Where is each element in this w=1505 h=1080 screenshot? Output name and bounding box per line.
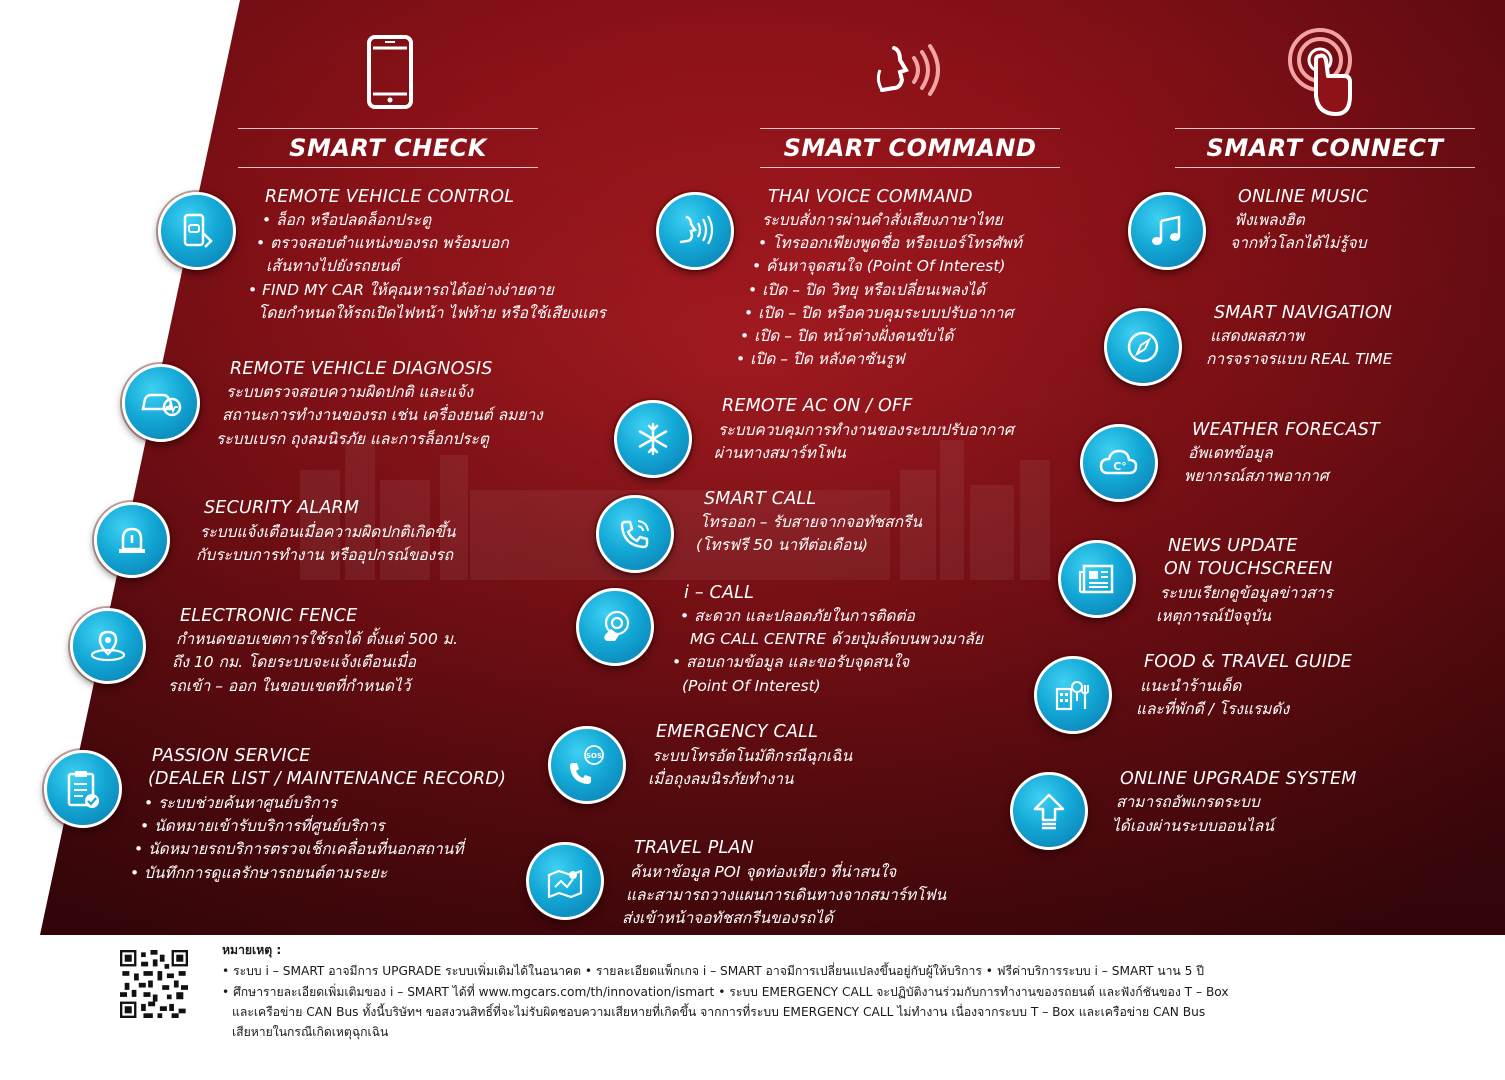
feature-icon-emergency-call bbox=[548, 726, 626, 804]
sos-label: SOS bbox=[585, 752, 603, 760]
feature-text: กำหนดขอบเขตการใช้รถได้ ตั้งแต่ 500 ม. bbox=[176, 630, 458, 648]
feature-text: ได้เองผ่านระบบออนไลน์ bbox=[1112, 817, 1274, 835]
note-line: และเครือข่าย CAN Bus ทั้งนี้บริษัทฯ ขอสงวนสิทธิ์ที่จะไม่รับผิดชอบความเสียหายที่เกิดขึ้น จากการที่ระบบ EMERGENCY CALL ไม่ทำงาน เนื่องจากระบบ T – Box และเครือข่าย CAN Bus bbox=[232, 1005, 1206, 1019]
feature-title-smart-call: SMART CALL bbox=[704, 489, 817, 509]
feature-text: พยากรณ์สภาพอากาศ bbox=[1184, 467, 1329, 485]
feature-icon-weather-forecast bbox=[1080, 424, 1158, 502]
alarm-light-icon bbox=[115, 523, 149, 557]
feature-text: • เปิด – ปิด วิทยุ หรือเปลี่ยนเพลงได้ bbox=[748, 281, 986, 299]
feature-text: • ล็อก หรือปลดล็อกประตู bbox=[262, 211, 432, 229]
feature-text: ส่งเข้าหน้าจอทัชสกรีนของรถได้ bbox=[622, 909, 834, 927]
feature-text: สามารถอัพเกรดระบบ bbox=[1116, 793, 1260, 811]
snowflake-icon bbox=[635, 421, 671, 457]
feature-text: การจราจรแบบ REAL TIME bbox=[1206, 350, 1393, 368]
feature-icon-thai-voice-command bbox=[656, 192, 734, 270]
feature-text: รถเข้า – ออก ในขอบเขตที่กำหนดไว้ bbox=[168, 677, 411, 695]
feature-text: ระบบควบคุมการทำงานของระบบปรับอากาศ bbox=[718, 421, 1014, 439]
feature-title-remote-vehicle-diagnosis: REMOTE VEHICLE DIAGNOSIS bbox=[230, 359, 493, 379]
feature-text: และที่พักดี / โรงแรมดัง bbox=[1136, 700, 1290, 718]
feature-text: กับระบบการทำงาน หรืออุปกรณ์ของรถ bbox=[196, 546, 453, 564]
feature-title-security-alarm: SECURITY ALARM bbox=[204, 498, 360, 518]
phone-car-icon bbox=[177, 211, 217, 251]
feature-icon-i-call bbox=[576, 588, 654, 666]
heading-top-rule-connect bbox=[1175, 128, 1475, 129]
feature-text: ถึง 10 กม. โดยระบบจะแจ้งเตือนเมื่อ bbox=[172, 653, 416, 671]
feature-subtitle-passion-service: (DEALER LIST / MAINTENANCE RECORD) bbox=[148, 769, 507, 789]
heading-bottom-rule-connect bbox=[1175, 167, 1475, 168]
clipboard-check-icon bbox=[65, 769, 101, 809]
feature-text: ระบบเบรก ถุงลมนิรภัย และการล็อกประตู bbox=[216, 430, 489, 448]
phone-call-icon bbox=[617, 516, 653, 552]
feature-icon-travel-plan bbox=[526, 842, 604, 920]
music-note-icon bbox=[1149, 213, 1185, 249]
weather-cloud-icon bbox=[1098, 445, 1140, 481]
feature-title-weather-forecast: WEATHER FORECAST bbox=[1192, 420, 1380, 440]
heading-smart-connect: SMART CONNECT bbox=[1206, 134, 1444, 162]
feature-text: ผ่านทางสมาร์ทโฟน bbox=[714, 444, 846, 462]
feature-icon-smart-navigation bbox=[1104, 308, 1182, 386]
feature-title-i-call: i – CALL bbox=[684, 583, 755, 603]
feature-text: MG CALL CENTRE ด้วยปุ่มลัดบนพวงมาลัย bbox=[690, 630, 984, 648]
feature-text: ฟังเพลงฮิต bbox=[1234, 211, 1305, 229]
feature-text: แสดงผลสภาพ bbox=[1210, 327, 1305, 345]
feature-icon-passion-service bbox=[44, 750, 122, 828]
feature-text: • ตรวจสอบตำแหน่งของรถ พร้อมบอก bbox=[256, 234, 509, 252]
feature-title-online-upgrade: ONLINE UPGRADE SYSTEM bbox=[1120, 769, 1357, 789]
feature-title-passion-service: PASSION SERVICE bbox=[152, 746, 311, 766]
feature-text: เมื่อถุงลมนิรภัยทำงาน bbox=[648, 770, 794, 788]
feature-subtitle-news-update: ON TOUCHSCREEN bbox=[1164, 559, 1333, 579]
feature-text: ระบบสั่งการผ่านคำสั่งเสียงภาษาไทย bbox=[762, 211, 1003, 229]
feature-text: ระบบแจ้งเตือนเมื่อความผิดปกติเกิดขึ้น bbox=[200, 523, 456, 541]
feature-text: • สอบถามข้อมูล และขอรับจุดสนใจ bbox=[672, 653, 910, 671]
feature-title-emergency-call: EMERGENCY CALL bbox=[656, 722, 819, 742]
heading-top-rule-check bbox=[238, 128, 538, 129]
food-building-icon bbox=[1053, 677, 1093, 713]
note-line: • ศึกษารายละเอียดเพิ่มเติมของ i – SMART ได้ที่ www.mgcars.com/th/innovation/ismart • ระบบ EMERGENCY CALL จะปฏิบัติงานร่วมกับการทำงานของรถยนต์ และฟังก์ชันของ T – Box bbox=[222, 985, 1229, 999]
feature-text: ระบบเรียกดูข้อมูลข่าวสาร bbox=[1160, 584, 1333, 602]
feature-title-news-update: NEWS UPDATE bbox=[1168, 536, 1298, 556]
compass-icon bbox=[1125, 329, 1161, 365]
feature-text: ระบบโทรอัตโนมัติกรณีฉุกเฉิน bbox=[652, 747, 853, 765]
touch-tap-icon bbox=[1288, 26, 1362, 118]
heading-bottom-rule-check bbox=[238, 167, 538, 168]
feature-text: • ระบบช่วยค้นหาศูนย์บริการ bbox=[144, 794, 337, 812]
notes-label: หมายเหตุ : bbox=[222, 943, 282, 957]
feature-text: • นัดหมายรถบริการตรวจเช็กเคลื่อนที่นอกสถานที่ bbox=[134, 840, 464, 858]
heading-top-rule-command bbox=[760, 128, 1060, 129]
touch-button-icon bbox=[597, 609, 633, 645]
feature-icon-remote-vehicle-diagnosis bbox=[122, 364, 200, 442]
note-line: เสียหายในกรณีเกิดเหตุฉุกเฉิน bbox=[232, 1025, 389, 1039]
feature-icon-smart-call bbox=[596, 495, 674, 573]
feature-title-travel-plan: TRAVEL PLAN bbox=[634, 838, 754, 858]
feature-text: และสามารถวางแผนการเดินทางจากสมาร์ทโฟน bbox=[626, 886, 947, 904]
feature-title-thai-voice-command: THAI VOICE COMMAND bbox=[768, 187, 973, 207]
feature-title-electronic-fence: ELECTRONIC FENCE bbox=[180, 606, 358, 626]
heading-smart-check: SMART CHECK bbox=[289, 134, 487, 162]
feature-icon-remote-vehicle-control bbox=[158, 192, 236, 270]
map-pin-icon bbox=[545, 863, 585, 899]
newspaper-icon bbox=[1078, 562, 1116, 596]
feature-text: • นัดหมายเข้ารับบริการที่ศูนย์บริการ bbox=[140, 817, 385, 835]
feature-icon-security-alarm bbox=[94, 502, 170, 578]
feature-text: • เปิด – ปิด หน้าต่างฝั่งคนขับได้ bbox=[740, 327, 954, 345]
feature-icon-online-music bbox=[1128, 192, 1206, 270]
feature-title-online-music: ONLINE MUSIC bbox=[1238, 187, 1369, 207]
feature-text: แนะนำร้านเด็ด bbox=[1140, 677, 1242, 695]
feature-text: โดยกำหนดให้รถเปิดไฟหน้า ไฟท้าย หรือใช้เสียงแตร bbox=[258, 304, 606, 322]
feature-text: เส้นทางไปยังรถยนต์ bbox=[266, 257, 400, 275]
voice-speaking-icon bbox=[675, 213, 715, 249]
voice-speaking-icon bbox=[872, 40, 948, 106]
upgrade-arrow-icon bbox=[1031, 792, 1067, 830]
feature-text: โทรออก – รับสายจากจอทัชสกรีน bbox=[700, 513, 922, 531]
feature-text: • สะดวก และปลอดภัยในการติดต่อ bbox=[680, 607, 915, 625]
geofence-icon bbox=[88, 628, 128, 664]
heading-bottom-rule-command bbox=[760, 167, 1060, 168]
feature-text: ค้นหาข้อมูล POI จุดท่องเที่ยว ที่น่าสนใจ bbox=[630, 863, 897, 881]
feature-icon-electronic-fence bbox=[70, 608, 146, 684]
feature-icon-food-travel-guide bbox=[1034, 656, 1112, 734]
feature-text: (Point Of Interest) bbox=[682, 677, 821, 695]
feature-icon-news-update bbox=[1058, 540, 1136, 618]
feature-title-remote-ac: REMOTE AC ON / OFF bbox=[722, 396, 913, 416]
feature-title-food-travel-guide: FOOD & TRAVEL GUIDE bbox=[1144, 652, 1353, 672]
feature-text: • เปิด – ปิด หลังคาซันรูฟ bbox=[736, 350, 905, 368]
svg-text:C°: C° bbox=[1113, 460, 1127, 473]
feature-text: • FIND MY CAR ให้คุณหารถได้อย่างง่ายดาย bbox=[248, 281, 554, 299]
feature-text: สถานะการทำงานของรถ เช่น เครื่องยนต์ ลมยาง bbox=[222, 406, 543, 424]
feature-icon-remote-ac bbox=[614, 400, 692, 478]
car-diagnosis-icon bbox=[139, 385, 183, 421]
note-line: • ระบบ i – SMART อาจมีการ UPGRADE ระบบเพิ่มเติมได้ในอนาคต • รายละเอียดแพ็กเกจ i – SMART อาจมีการเปลี่ยนแปลงขึ้นอยู่กับผู้ให้บริการ • ฟรีค่าบริการระบบ i – SMART นาน 5 ปี bbox=[222, 964, 1204, 978]
feature-title-remote-vehicle-control: REMOTE VEHICLE CONTROL bbox=[265, 187, 515, 207]
heading-smart-command: SMART COMMAND bbox=[783, 134, 1037, 162]
feature-text: • ค้นหาจุดสนใจ (Point Of Interest) bbox=[752, 257, 1006, 275]
sos-phone-icon bbox=[565, 743, 609, 787]
feature-text: ระบบตรวจสอบความผิดปกติ และแจ้ง bbox=[226, 383, 473, 401]
feature-icon-online-upgrade bbox=[1010, 772, 1088, 850]
feature-text: อัพเดทข้อมูล bbox=[1188, 444, 1273, 462]
feature-text: • โทรออกเพียงพูดชื่อ หรือเบอร์โทรศัพท์ bbox=[758, 234, 1022, 252]
feature-text: (โทรฟรี 50 นาทีต่อเดือน) bbox=[696, 536, 868, 554]
feature-text: • บันทึกการดูแลรักษารถยนต์ตามระยะ bbox=[130, 864, 388, 882]
feature-text: เหตุการณ์ปัจจุบัน bbox=[1156, 607, 1271, 625]
feature-text: จากทั่วโลกได้ไม่รู้จบ bbox=[1230, 234, 1367, 252]
qr-code[interactable] bbox=[120, 950, 188, 1018]
smartphone-icon bbox=[365, 34, 415, 110]
feature-title-smart-navigation: SMART NAVIGATION bbox=[1214, 303, 1393, 323]
feature-text: • เปิด – ปิด หรือควบคุมระบบปรับอากาศ bbox=[744, 304, 1014, 322]
